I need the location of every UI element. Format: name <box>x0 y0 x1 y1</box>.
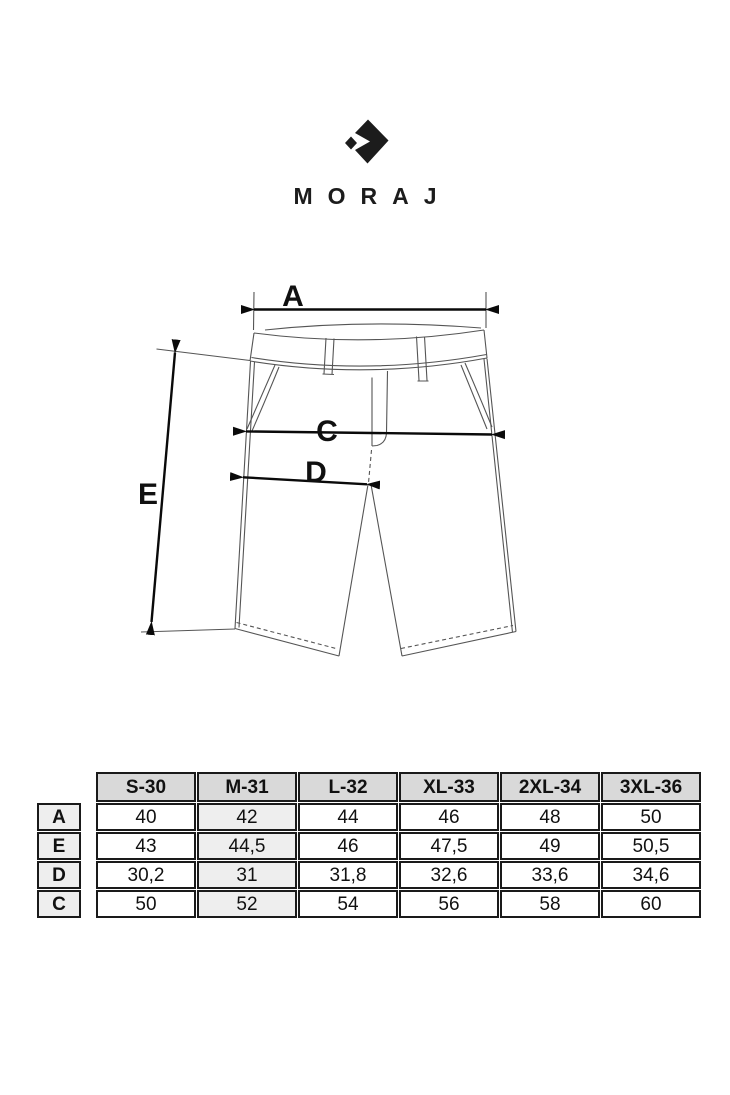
size-value-cell: 43 <box>96 832 196 860</box>
size-value-cell: 44 <box>298 803 398 831</box>
size-value-cell: 58 <box>500 890 600 918</box>
fly-front <box>372 371 388 446</box>
size-value-cell: 44,5 <box>197 832 297 860</box>
row-label: E <box>37 832 81 860</box>
row-label: D <box>37 861 81 889</box>
size-value-cell: 31,8 <box>298 861 398 889</box>
hem-stitching <box>237 623 514 649</box>
size-value-cell: 32,6 <box>399 861 499 889</box>
size-value-cell: 50 <box>601 803 701 831</box>
size-value-cell: 50 <box>96 890 196 918</box>
size-value-cell: 33,6 <box>500 861 600 889</box>
size-col-header: M-31 <box>197 772 297 802</box>
table-corner-spacer <box>37 772 81 802</box>
shorts-measurement-diagram <box>135 270 535 685</box>
size-value-cell: 34,6 <box>601 861 701 889</box>
size-value-cell: 46 <box>298 832 398 860</box>
logo-chevron-shape <box>355 120 389 164</box>
size-value-cell: 50,5 <box>601 832 701 860</box>
size-value-cell: 31 <box>197 861 297 889</box>
size-table <box>37 772 701 918</box>
dim-label-d: D <box>305 456 327 489</box>
size-value-cell: 46 <box>399 803 499 831</box>
size-value-cell: 54 <box>298 890 398 918</box>
size-value-cell: 60 <box>601 890 701 918</box>
fly-crotch-stitch <box>369 450 372 483</box>
dim-arrow-c <box>246 431 492 434</box>
size-col-header: 3XL-36 <box>601 772 701 802</box>
belt-loops <box>323 337 429 382</box>
size-value-cell: 40 <box>96 803 196 831</box>
brand-name: MORAJ <box>293 183 452 209</box>
dim-label-a: A <box>282 280 304 313</box>
row-label: A <box>37 803 81 831</box>
waistband-outline <box>250 324 487 370</box>
legs-outline <box>235 359 516 657</box>
size-value-cell: 56 <box>399 890 499 918</box>
size-value-cell: 52 <box>197 890 297 918</box>
side-pockets <box>247 363 492 431</box>
row-label: C <box>37 890 81 918</box>
size-value-cell: 48 <box>500 803 600 831</box>
dim-label-c: C <box>316 415 338 448</box>
size-value-cell: 49 <box>500 832 600 860</box>
dim-label-e: E <box>137 478 159 511</box>
brand-logo-icon <box>335 110 405 170</box>
logo-diamond-shape <box>345 137 357 150</box>
size-value-cell: 42 <box>197 803 297 831</box>
size-value-cell: 47,5 <box>399 832 499 860</box>
size-col-header: L-32 <box>298 772 398 802</box>
size-col-header: 2XL-34 <box>500 772 600 802</box>
size-col-header: XL-33 <box>399 772 499 802</box>
size-col-header: S-30 <box>96 772 196 802</box>
size-value-cell: 30,2 <box>96 861 196 889</box>
